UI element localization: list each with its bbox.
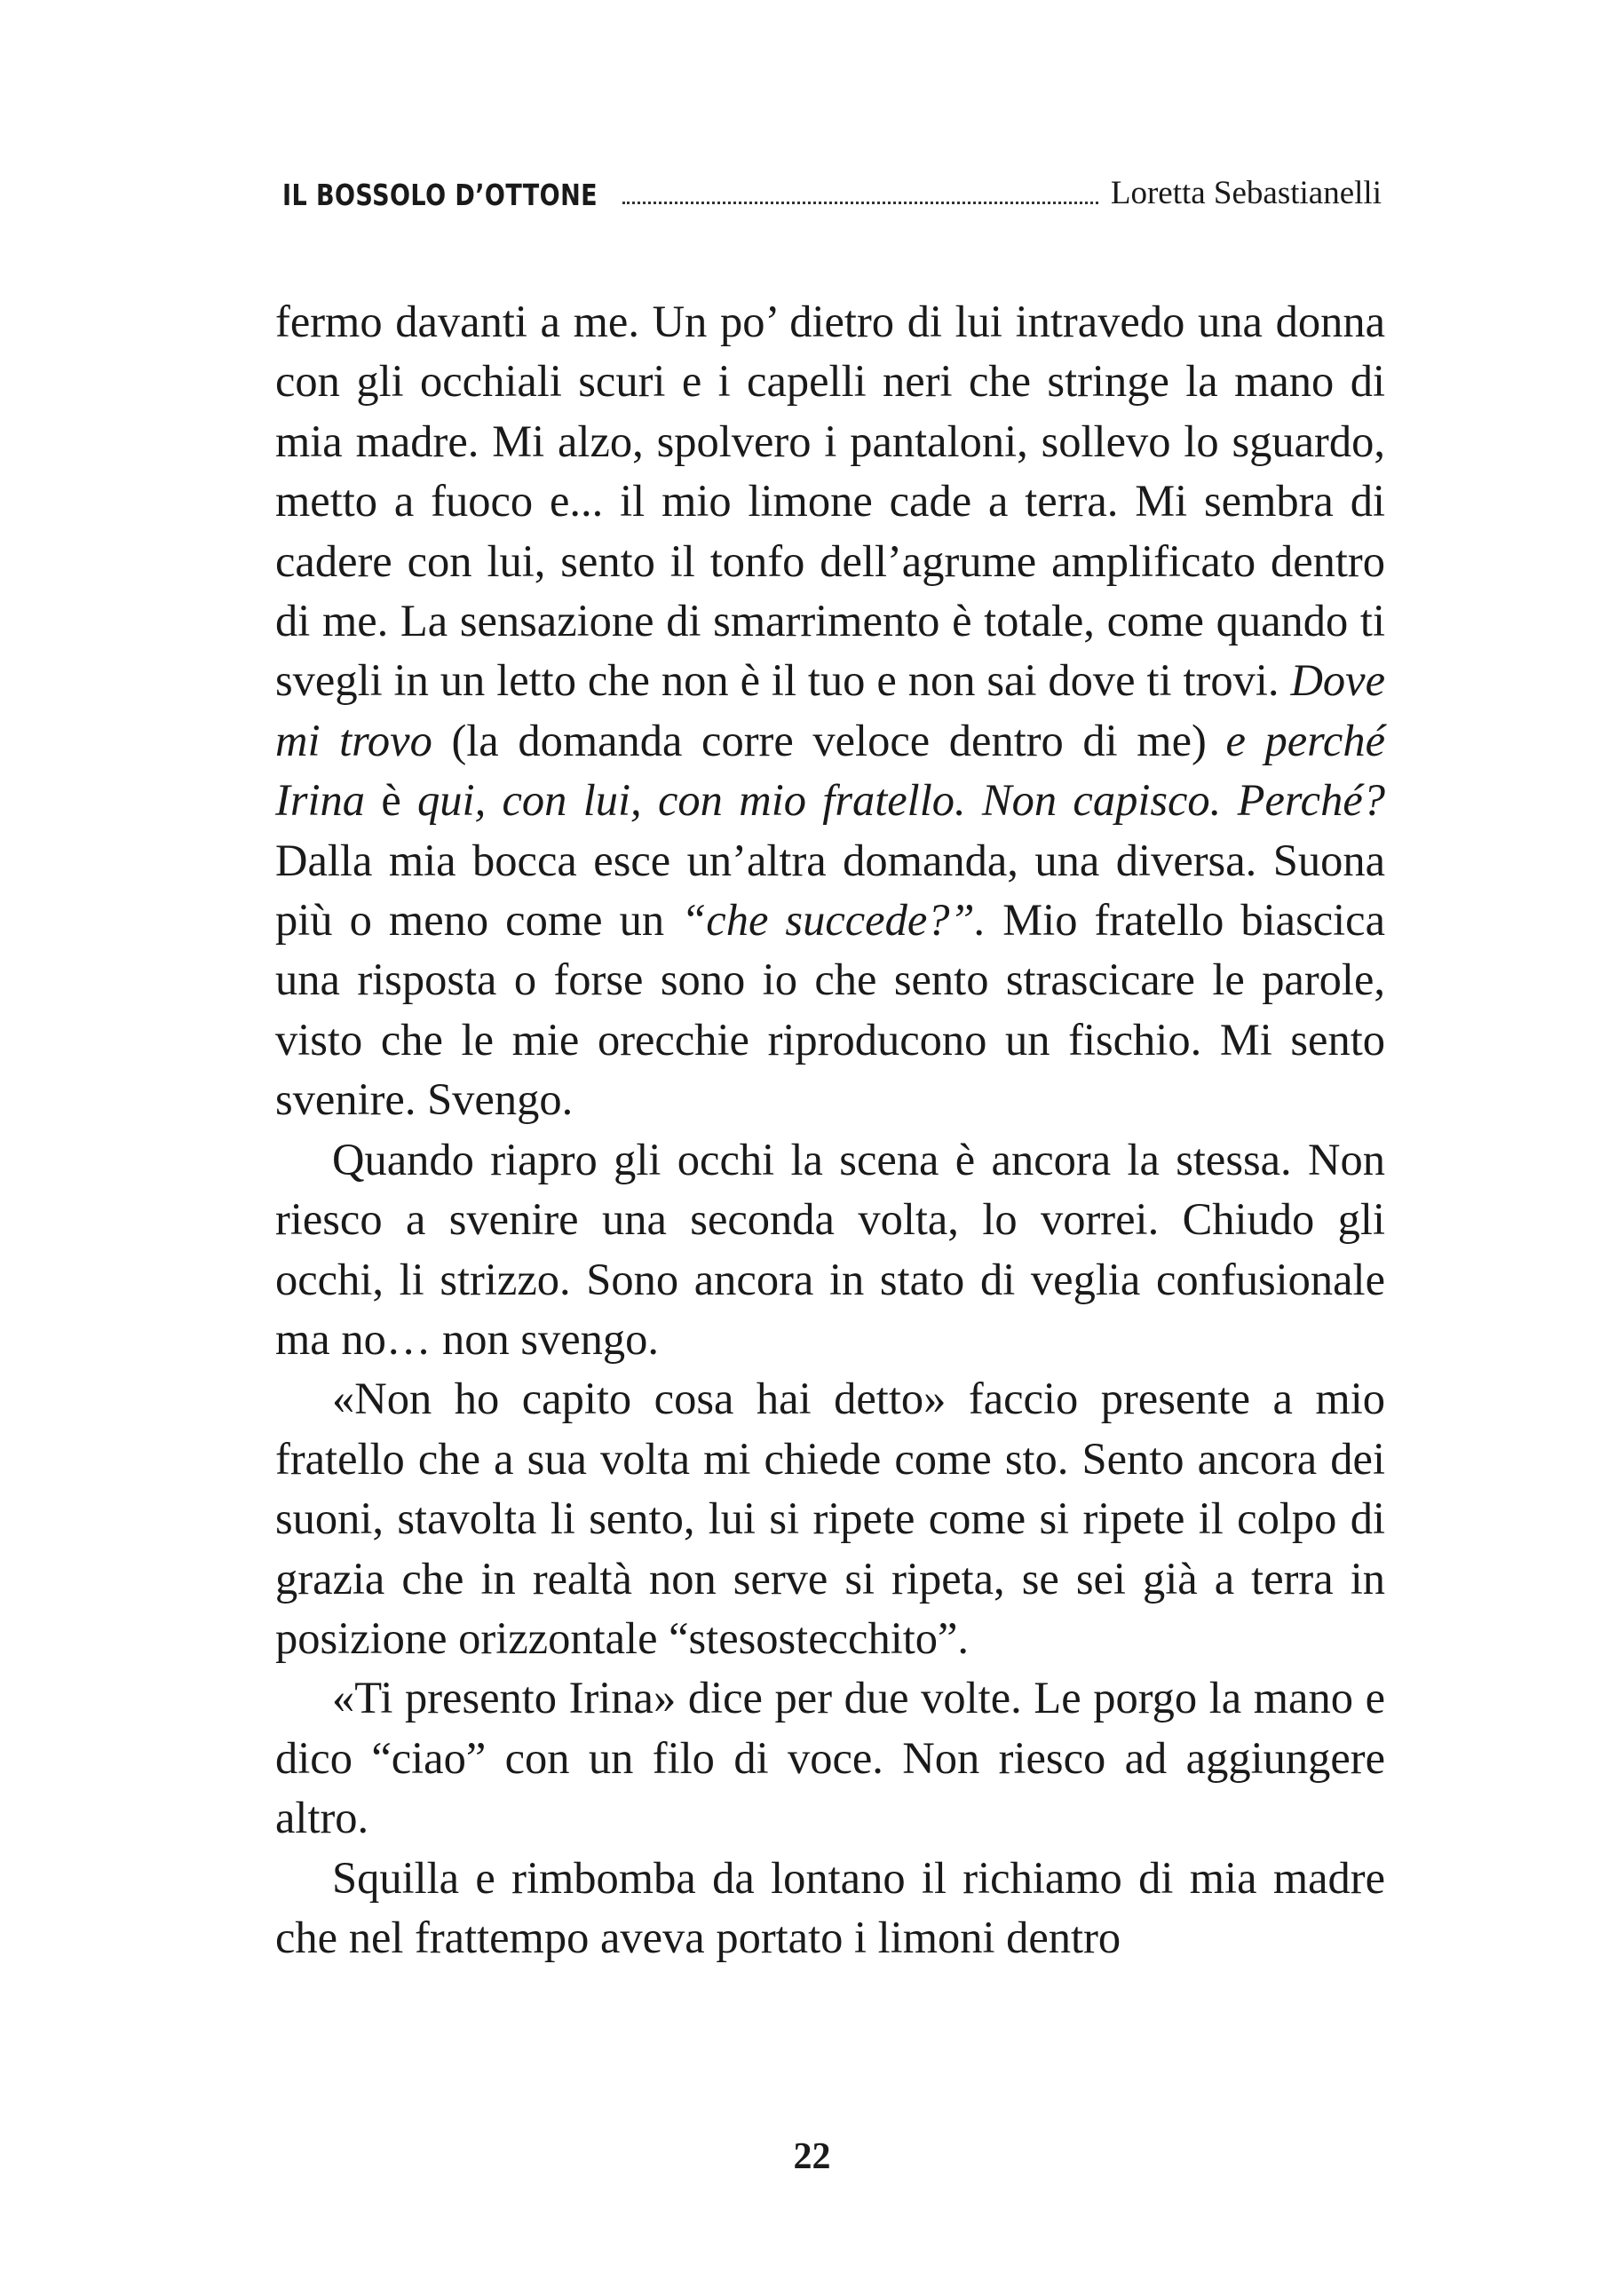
paragraph-1	[275, 292, 1385, 1130]
header-dotted-leader	[622, 202, 1098, 204]
paragraph-1-text-g: Dalla mia bocca esce un’altra domanda, una diversa. Suona più o meno come un	[275, 835, 1385, 946]
paragraph-3: «Non ho capito cosa hai detto» faccio presente a mio fratello che a sua volta mi chiede come sto. Sento ancora dei suoni, stavolta li sento, lui si ripete come si ripete il colpo di grazia che in realtà non serve si ripeta, se sei già a terra in posizione orizzontale “stesostecchito”.	[275, 1374, 1385, 1663]
author-name: Loretta Sebastianelli	[1110, 175, 1382, 211]
paragraph-1-text-i: Mio fratello biascica una risposta o forse sono io che sento strascicare le parole, visto che le mie orecchie riproducono un fischio. Mi sento svenire. Svengo.	[275, 895, 1386, 1125]
paragraph-2: Quando riapro gli occhi la scena è ancora la stessa. Non riesco a svenire una seconda volta, lo vorrei. Chiudo gli occhi, li strizzo. Sono ancora in stato di veglia confusionale ma no… non svengo.	[275, 1134, 1385, 1364]
paragraph-1-text-e: è	[365, 775, 418, 826]
paragraph-1-italic-f: qui, con lui, con mio fratello. Non capisco. Perché?	[417, 775, 1385, 826]
paragraph-1-text-a: fermo davanti a me. Un po’ dietro di lui intravedo una donna con gli occhiali scuri e i capelli neri che stringe la mano di mia madre. Mi alzo, spolvero i pantaloni, sollevo lo sguardo, metto a fuoco e... il mio limone cade a terra. Mi sembra di cadere con lui, sento il tonfo dell’agrume amplificato dentro di me. La sensazione di smarrimento è totale, come quando ti svegli in un letto che non è il tuo e non sai dove ti trovi.	[275, 297, 1385, 706]
page-body	[275, 292, 1385, 1968]
paragraph-1-italic-d: e perché Irina	[275, 715, 1385, 826]
paragraph-1-italic-h: “che succede?”.	[681, 895, 986, 946]
paragraph-1-text-c: (la domanda corre veloce dentro di me)	[432, 715, 1226, 765]
paragraph-1-italic-b: Dove mi trovo	[275, 655, 1385, 765]
page-number: 22	[793, 2136, 831, 2177]
paragraph-4: «Ti presento Irina» dice per due volte. Le porgo la mano e dico “ciao” con un filo di voce. Non riesco ad aggiungere altro.	[275, 1673, 1385, 1843]
running-header	[282, 156, 1382, 210]
book-title: IL BOSSOLO D’OTTONE	[282, 178, 598, 212]
paragraph-5: Squilla e rimbomba da lontano il richiamo di mia madre che nel frattempo aveva portato i limoni dentro	[275, 1852, 1385, 1962]
